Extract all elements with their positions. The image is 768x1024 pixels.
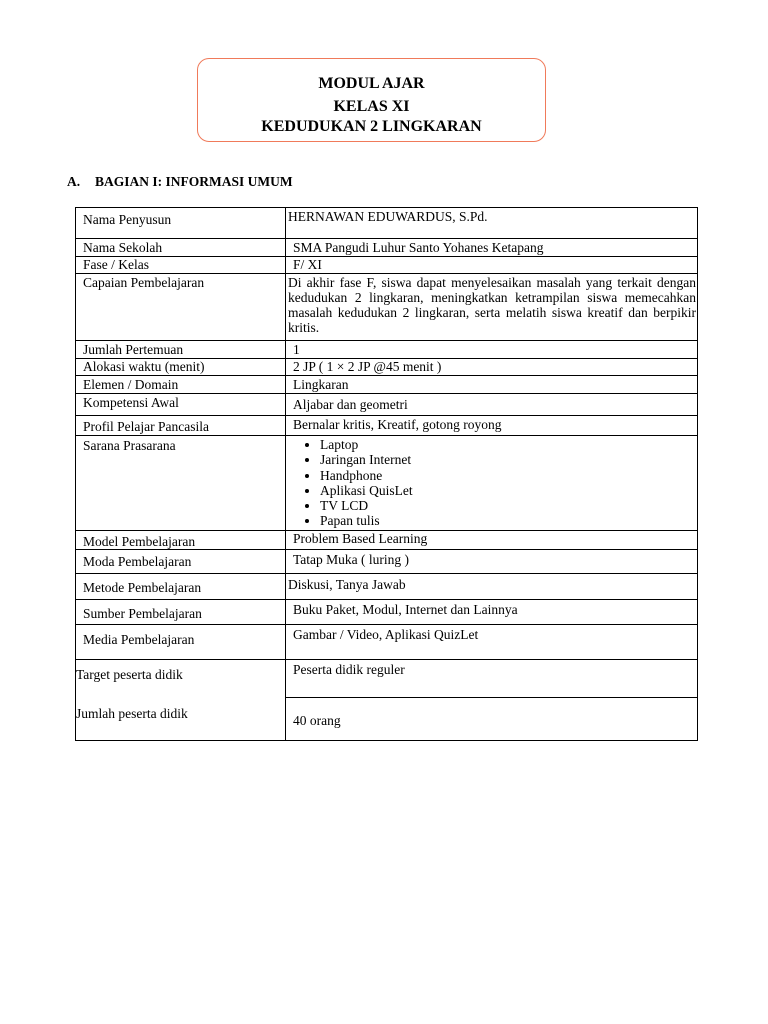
list-item: • Jaringan Internet (320, 452, 697, 467)
table-row-capaian (76, 274, 698, 341)
row-value: Peserta didik reguler (293, 662, 405, 677)
row-value: F/ XI (286, 257, 698, 274)
row-label: Elemen / Domain (76, 376, 286, 394)
table-row-model (76, 531, 698, 550)
row-value: Diskusi, Tanya Jawab (286, 574, 698, 600)
row-value: Gambar / Video, Aplikasi QuizLet (286, 625, 698, 660)
row-value: SMA Pangudi Luhur Santo Yohanes Ketapang (286, 239, 698, 257)
table-row-penyusun (76, 208, 698, 239)
row-value: Lingkaran (286, 376, 698, 394)
combined-label-cell (76, 660, 286, 741)
row-label: Moda Pembelajaran (76, 550, 286, 574)
row-value: HERNAWAN EDUWARDUS, S.Pd. (286, 208, 698, 239)
row-label: Sumber Pembelajaran (76, 600, 286, 625)
row-divider (286, 697, 697, 698)
row-value: Aljabar dan geometri (286, 394, 698, 416)
section-heading (67, 174, 293, 190)
table-row-sekolah (76, 239, 698, 257)
table-row-fase (76, 257, 698, 274)
table-row-media (76, 625, 698, 660)
table-row-sumber (76, 600, 698, 625)
table-row-moda (76, 550, 698, 574)
combined-value-cell (286, 660, 698, 741)
table-row-sarana (76, 436, 698, 531)
table-row-pertemuan (76, 341, 698, 359)
row-label: Metode Pembelajaran (76, 574, 286, 600)
row-value: Buku Paket, Modul, Internet dan Lainnya (286, 600, 698, 625)
row-value: Di akhir fase F, siswa dapat menyelesaikan masalah yang terkait dengan kedudukan 2 lingkaran, meningkatkan ketrampilan siswa memecahkan masalah kedudukan 2 lingkaran, serta melatih siswa kreatif dan berpikir kritis. (286, 274, 698, 341)
table-row-elemen (76, 376, 698, 394)
list-item: • TV LCD (320, 498, 697, 513)
table-row-metode (76, 574, 698, 600)
row-label: Sarana Prasarana (76, 436, 286, 531)
sarana-list (293, 437, 697, 529)
table-row-target-jumlah (76, 660, 698, 741)
list-item: • Aplikasi QuisLet (320, 483, 697, 498)
list-item: • Laptop (320, 437, 697, 452)
sarana-list-cell (286, 436, 698, 531)
topic-title: KEDUDUKAN 2 LINGKARAN (261, 118, 482, 135)
row-label: Fase / Kelas (76, 257, 286, 274)
list-item: • Handphone (320, 468, 697, 483)
row-label: Capaian Pembelajaran (76, 274, 286, 341)
row-value: 1 (286, 341, 698, 359)
row-value: 2 JP ( 1 × 2 JP @45 menit ) (286, 359, 698, 376)
row-label: Kompetensi Awal (76, 394, 286, 416)
row-value: 40 orang (293, 713, 341, 728)
table-row-profil (76, 416, 698, 436)
row-value: Problem Based Learning (286, 531, 698, 550)
row-label: Nama Sekolah (76, 239, 286, 257)
row-label: Alokasi waktu (menit) (76, 359, 286, 376)
row-label: Media Pembelajaran (76, 625, 286, 660)
row-label: Profil Pelajar Pancasila (76, 416, 286, 436)
row-label: Target peserta didik (76, 667, 183, 682)
section-number: A. (67, 174, 81, 189)
class-title: KELAS XI (333, 98, 410, 115)
document-title: MODUL AJAR (318, 75, 425, 92)
row-value: Tatap Muka ( luring ) (286, 550, 698, 574)
table-row-alokasi (76, 359, 698, 376)
row-label: Jumlah Pertemuan (76, 341, 286, 359)
info-table (75, 207, 698, 741)
section-title: BAGIAN I: INFORMASI UMUM (95, 174, 293, 189)
row-label: Jumlah peserta didik (76, 706, 188, 721)
row-label: Nama Penyusun (76, 208, 286, 239)
list-item: • Papan tulis (320, 513, 697, 528)
table-row-kompetensi (76, 394, 698, 416)
title-box (197, 58, 546, 142)
row-label: Model Pembelajaran (76, 531, 286, 550)
row-value: Bernalar kritis, Kreatif, gotong royong (286, 416, 698, 436)
